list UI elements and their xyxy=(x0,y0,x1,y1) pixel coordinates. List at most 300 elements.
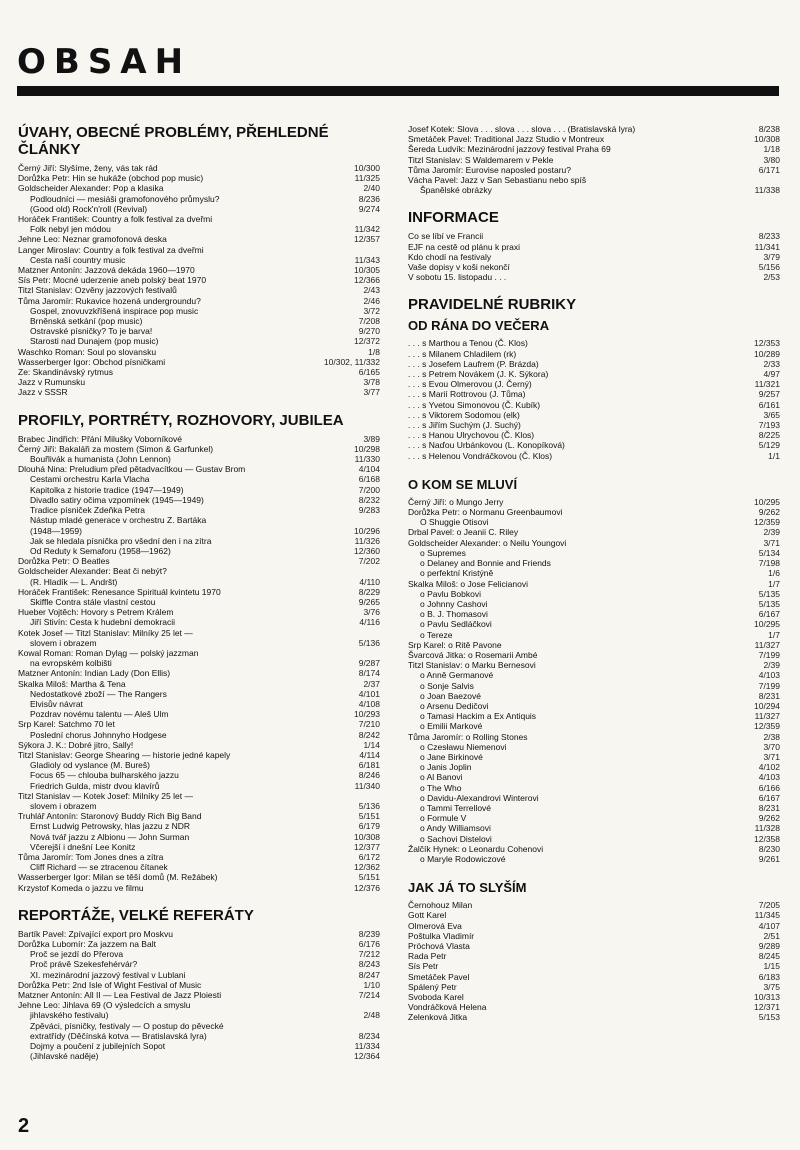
entry-page-ref: 7/208 xyxy=(358,316,380,327)
toc-entry xyxy=(408,124,780,134)
entry-page-ref: 3/75 xyxy=(763,981,780,992)
entry-title: o Formule V xyxy=(420,813,467,824)
entry-page-ref: 9/287 xyxy=(358,658,380,669)
toc-entry xyxy=(408,752,780,762)
entry-title: . . . s Marií Rottrovou (J. Tůma) xyxy=(408,389,526,400)
toc-entry xyxy=(408,721,780,731)
entry-page-ref: 2/51 xyxy=(763,930,780,941)
entry-page-ref: 7/202 xyxy=(358,556,380,567)
toc-entry xyxy=(18,1031,380,1041)
toc-entry xyxy=(408,410,780,420)
toc-entry xyxy=(18,224,380,234)
toc-entry xyxy=(18,959,380,969)
entry-page-ref: 4/107 xyxy=(758,920,780,931)
entry-page-ref: 10/295 xyxy=(754,619,780,630)
entry-page-ref: 4/108 xyxy=(358,698,380,709)
entry-title: Vaše dopisy v koši nekončí xyxy=(408,262,510,273)
toc-entry xyxy=(408,155,780,165)
toc-entry xyxy=(408,517,780,527)
toc-entry xyxy=(18,1051,380,1061)
toc-entry xyxy=(18,699,380,709)
entry-title: o Tammi Terrellové xyxy=(420,802,492,813)
entry-page-ref: 11/327 xyxy=(754,711,780,722)
entry-title: Bartík Pavel: Zpívající export pro Moskvu xyxy=(18,928,173,939)
entry-title: Kdo chodí na festivaly xyxy=(408,251,492,262)
entry-page-ref: 2/40 xyxy=(363,183,380,194)
entry-title: Jehne Leo: Jihlava 69 (O výsledcích a smyslu xyxy=(18,1000,191,1011)
entry-title: (Jihlavské naděje) xyxy=(30,1051,99,1062)
entry-page-ref: 3/79 xyxy=(763,251,780,262)
entry-title: Wasserberger Igor: Obchod písničkami xyxy=(18,356,166,367)
entry-title: o Maryle Rodowiczové xyxy=(420,853,506,864)
entry-title: Dorůžka Petr: 2nd Isle of Wight Festival of Music xyxy=(18,979,202,990)
entry-title: Matzner Antonín: Jazzová dekáda 1960—1970 xyxy=(18,265,195,276)
toc-entry xyxy=(408,389,780,399)
entry-page-ref: 2/33 xyxy=(763,358,780,369)
toc-entry xyxy=(408,430,780,440)
toc-entry xyxy=(408,175,780,185)
entry-page-ref: 5/135 xyxy=(758,598,780,609)
entry-title: Truhlář Antonín: Staronový Buddy Rich Big Band xyxy=(18,811,202,822)
entry-title: o Joan Baezové xyxy=(420,690,481,701)
entry-page-ref: 9/283 xyxy=(358,505,380,516)
entry-title: Dlouhá Nina: Preludium před pětadvacítkou — Gustav Brom xyxy=(18,464,246,475)
toc-entry xyxy=(18,648,380,658)
entry-title: Hueber Vojtěch: Hovory s Petrem Králem xyxy=(18,607,174,618)
entry-title: Tůma Jaromír: o Rolling Stones xyxy=(408,731,528,742)
toc-entry xyxy=(408,451,780,461)
entry-title: EJF na cestě od plánu k praxi xyxy=(408,241,520,252)
subsection-heading: JAK JÁ TO SLYŠÍM xyxy=(408,880,527,896)
entry-title: o Janis Joplin xyxy=(420,762,472,773)
toc-entry xyxy=(18,255,380,265)
page-number: 2 xyxy=(18,1115,30,1137)
entry-page-ref: 7/210 xyxy=(358,719,380,730)
entry-title: o Supremes xyxy=(420,547,466,558)
entry-title: (R. Hladík — L. Andršt) xyxy=(30,576,118,587)
entry-page-ref: 1/7 xyxy=(768,629,780,640)
toc-entry xyxy=(18,316,380,326)
entry-page-ref: 4/104 xyxy=(358,464,380,475)
toc-entry xyxy=(18,842,380,852)
entry-title: Gladioly od vyslance (M. Bureš) xyxy=(30,760,150,771)
toc-entry xyxy=(18,1021,380,1031)
toc-entry xyxy=(18,1010,380,1020)
entry-page-ref: 12/357 xyxy=(354,234,380,245)
toc-entry xyxy=(18,296,380,306)
toc-entry xyxy=(18,689,380,699)
entry-page-ref: 11/325 xyxy=(354,173,380,184)
entry-title: Dorůžka Petr: o Normanu Greenbaumovi xyxy=(408,507,563,518)
entry-page-ref: 6/161 xyxy=(758,399,780,410)
entry-page-ref: 5/136 xyxy=(358,637,380,648)
entry-page-ref: 11/330 xyxy=(354,454,380,465)
toc-entry xyxy=(408,420,780,430)
entry-title: Titzl Stanislav — Kotek Josef: Milníky 25 let — xyxy=(18,790,193,801)
entry-title: Vácha Pavel: Jazz v San Sebastianu nebo spíš xyxy=(408,175,587,186)
toc-entry xyxy=(408,359,780,369)
entry-page-ref: 6/181 xyxy=(358,760,380,771)
entry-title: Proč se jezdí do Přerova xyxy=(30,949,124,960)
toc-entry xyxy=(408,670,780,680)
toc-entry xyxy=(408,951,780,961)
toc-entry xyxy=(18,194,380,204)
left-column xyxy=(18,124,380,1061)
entry-title: Goldscheider Alexander: o Neilu Youngovi xyxy=(408,537,567,548)
entry-page-ref: 11/341 xyxy=(754,241,780,252)
toc-entry xyxy=(18,1000,380,1010)
toc-entry xyxy=(408,579,780,589)
entry-page-ref: 12/372 xyxy=(354,336,380,347)
entry-page-ref: 9/289 xyxy=(758,941,780,951)
toc-entry xyxy=(18,638,380,648)
entry-page-ref: 12/366 xyxy=(354,275,380,286)
entry-page-ref: 6/165 xyxy=(358,367,380,378)
toc-entry xyxy=(408,813,780,823)
entry-title: Poslední chorus Johnnyho Hodgese xyxy=(30,729,167,740)
entry-title: o Al Banovi xyxy=(420,772,463,783)
entry-page-ref: 9/257 xyxy=(758,389,780,400)
entry-title: . . . s Evou Olmerovou (J. Černý) xyxy=(408,379,532,390)
entry-title: o Sachovi Distelovi xyxy=(420,833,492,844)
entry-title: Matzner Antonín: Indian Lady (Don Ellis) xyxy=(18,668,171,679)
entry-title: Smetáček Pavel xyxy=(408,971,470,982)
entry-page-ref: 7/193 xyxy=(758,420,780,431)
page-title: OBSAH xyxy=(17,42,192,82)
toc-entry xyxy=(18,862,380,872)
entry-page-ref: 3/89 xyxy=(363,433,380,444)
entry-title: Tůma Jaromír: Tom Jones dnes a zítra xyxy=(18,852,164,862)
toc-entry xyxy=(408,619,780,629)
entry-title: slovem i obrazem xyxy=(30,637,97,648)
toc-entry xyxy=(408,961,780,971)
entry-page-ref: 8/233 xyxy=(758,231,780,242)
toc-entry xyxy=(18,949,380,959)
toc-entry xyxy=(18,781,380,791)
entry-page-ref: 8/239 xyxy=(358,928,380,939)
toc-entry xyxy=(18,387,380,397)
entry-page-ref: 2/43 xyxy=(363,285,380,296)
toc-entry xyxy=(408,231,780,241)
entry-page-ref: 5/151 xyxy=(358,872,380,883)
toc-entry xyxy=(408,711,780,721)
toc-entry xyxy=(18,536,380,546)
entry-page-ref: 3/77 xyxy=(363,387,380,398)
entry-title: Včerejší i dnešní Lee Konitz xyxy=(30,841,136,852)
entry-title: Dorůžka Petr: Hin se hukáže (obchod pop music) xyxy=(18,173,204,184)
toc-entry xyxy=(18,821,380,831)
entry-title: Pröchová Vlasta xyxy=(408,941,470,951)
toc-entry xyxy=(18,852,380,862)
entry-page-ref: 10/294 xyxy=(754,700,780,711)
toc-entry xyxy=(18,750,380,760)
toc-entry xyxy=(18,326,380,336)
entry-title: Horáček František: Renesance Spirituál kvintetu 1970 xyxy=(18,586,221,597)
toc-entry xyxy=(408,803,780,813)
entry-title: Šereda Ludvík: Mezinárodní jazzový festival Praha 69 xyxy=(408,144,611,155)
toc-entry xyxy=(18,939,380,949)
entry-title: Waschko Roman: Soul po slovansku xyxy=(18,346,157,357)
entry-page-ref: 5/129 xyxy=(758,440,780,451)
entry-page-ref: 5/156 xyxy=(758,262,780,273)
entry-title: Cesta naší country music xyxy=(30,254,126,265)
subsection-heading: OD RÁNA DO VEČERA xyxy=(408,318,550,334)
entry-title: . . . s Milanem Chladilem (rk) xyxy=(408,348,517,359)
entry-page-ref: 3/71 xyxy=(763,751,780,762)
toc-entry xyxy=(18,770,380,780)
entry-title: o Emilii Markové xyxy=(420,721,483,732)
toc-entry xyxy=(408,910,780,920)
entry-page-ref: 6/168 xyxy=(358,474,380,485)
entry-page-ref: 9/262 xyxy=(758,813,780,824)
toc-entry xyxy=(408,144,780,154)
entry-page-ref: 5/134 xyxy=(758,547,780,558)
entry-page-ref: 10/308 xyxy=(354,831,380,842)
entry-title: Zpěváci, písničky, festivaly — O postup do pěvecké xyxy=(30,1020,224,1031)
entry-title: Černý Jiří: Bakaláři za mostem (Simon & Garfunkel) xyxy=(18,443,214,454)
entry-page-ref: 3/70 xyxy=(763,741,780,752)
toc-entry xyxy=(18,183,380,193)
toc-entry xyxy=(18,505,380,515)
toc-entry xyxy=(408,568,780,578)
toc-entry xyxy=(18,587,380,597)
entry-title: Divadlo satiry očima vzpomínek (1945—1949) xyxy=(30,494,204,505)
toc-entry xyxy=(18,336,380,346)
entry-title: Zelenková Jitka xyxy=(408,1012,468,1023)
toc-entry xyxy=(18,811,380,821)
entry-title: Černý Jiří: o Mungo Jerry xyxy=(408,496,504,507)
toc-entry xyxy=(408,742,780,752)
toc-entry xyxy=(408,349,780,359)
entry-title: Černohouz Milan xyxy=(408,900,473,911)
entry-title: Krzystof Komeda o jazzu ve filmu xyxy=(18,882,144,893)
toc-entry xyxy=(18,464,380,474)
entry-page-ref: 11/345 xyxy=(754,910,780,921)
entry-page-ref: 10/295 xyxy=(754,496,780,507)
entry-page-ref: 12/359 xyxy=(754,517,780,528)
toc-entry xyxy=(18,485,380,495)
toc-entry xyxy=(18,245,380,255)
entry-page-ref: 12/358 xyxy=(754,833,780,844)
entry-page-ref: 12/364 xyxy=(354,1051,380,1062)
toc-entry xyxy=(408,185,780,195)
entry-page-ref: 3/78 xyxy=(363,377,380,388)
entry-title: Kapitolka z historie tradice (1947—1949) xyxy=(30,484,184,495)
entry-title: Pozdrav novému talentu — Aleš Ulm xyxy=(30,709,169,720)
entry-page-ref: 10/293 xyxy=(354,709,380,720)
entry-page-ref: 11/328 xyxy=(754,823,780,834)
entry-title: Rada Petr xyxy=(408,951,447,962)
entry-title: Cestami orchestru Karla Vlacha xyxy=(30,474,150,485)
entry-title: Josef Kotek: Slova . . . slova . . . slova . . . (Bratislavská lyra) xyxy=(408,124,636,134)
toc-entry xyxy=(18,740,380,750)
toc-entry xyxy=(408,660,780,670)
entry-page-ref: 1/7 xyxy=(768,578,780,589)
toc-entry xyxy=(408,732,780,742)
entry-title: Gott Karel xyxy=(408,910,447,921)
entry-title: Titzl Stanislav: George Shearing — historie jedné kapely xyxy=(18,749,231,760)
entry-page-ref: 6/172 xyxy=(358,852,380,862)
entry-page-ref: 9/270 xyxy=(358,326,380,337)
entry-page-ref: 4/116 xyxy=(359,617,380,628)
toc-entry xyxy=(408,272,780,282)
toc-entry xyxy=(408,900,780,910)
entry-page-ref: 2/37 xyxy=(363,678,380,689)
entry-page-ref: 6/183 xyxy=(758,971,780,982)
entry-page-ref: 1/15 xyxy=(763,961,780,972)
entry-title: Focus 65 — chlouba bulharského jazzu xyxy=(30,770,179,781)
entry-title: Titzl Stanislav: S Waldemarem v Pekle xyxy=(408,154,554,165)
toc-entry xyxy=(18,990,380,1000)
toc-entry xyxy=(408,548,780,558)
toc-entry xyxy=(408,834,780,844)
toc-entry xyxy=(408,772,780,782)
toc-entry xyxy=(408,972,780,982)
entry-page-ref: 10/302, 11/332 xyxy=(323,356,380,367)
entry-title: Cliff Richard — se ztracenou čítanek xyxy=(30,862,168,873)
toc-entry xyxy=(18,204,380,214)
entry-title: o Pavlu Sedláčkovi xyxy=(420,619,492,630)
entry-page-ref: 3/80 xyxy=(763,154,780,165)
entry-title: o perfektní Kristýně xyxy=(420,568,494,579)
entry-page-ref: 8/231 xyxy=(758,690,780,701)
entry-page-ref: 6/166 xyxy=(758,782,780,793)
entry-title: Smetáček Pavel: Traditional Jazz Studio v Montreux xyxy=(408,134,605,145)
entry-page-ref: 2/39 xyxy=(763,660,780,671)
entry-page-ref: 4/114 xyxy=(359,749,380,760)
entry-title: Dorůžka Petr: O Beatles xyxy=(18,556,110,567)
toc-entry xyxy=(18,526,380,536)
entry-title: na evropském kolbišti xyxy=(30,658,112,669)
toc-entry xyxy=(408,941,780,951)
toc-entry xyxy=(408,242,780,252)
entry-title: Proč právě Szekesfehérvár? xyxy=(30,959,138,970)
toc-entry xyxy=(408,507,780,517)
entry-title: o Czesławu Niemenovi xyxy=(420,741,507,752)
entry-title: Dorůžka Lubomír: Za jazzem na Balt xyxy=(18,939,156,950)
entry-title: o Tereze xyxy=(420,629,453,640)
entry-title: o Johnny Cashovi xyxy=(420,598,488,609)
entry-title: Sís Petr xyxy=(408,961,439,972)
section-heading: PROFILY, PORTRÉTY, ROZHOVORY, JUBILEA xyxy=(18,411,344,429)
entry-title: Srp Karel: o Ritě Pavone xyxy=(408,639,502,650)
toc-entry xyxy=(408,1012,780,1022)
entry-page-ref: 11/342 xyxy=(354,224,380,235)
toc-entry xyxy=(408,691,780,701)
entry-title: Nová tvář jazzu z Albionu — John Surman xyxy=(30,831,190,842)
entry-page-ref: 8/247 xyxy=(358,969,380,980)
entry-title: Starosti nad Dunajem (pop music) xyxy=(30,336,159,347)
toc-entry xyxy=(18,980,380,990)
entry-title: Wasserberger Igor: Milan se těší domů (M. Režábek) xyxy=(18,872,218,883)
toc-entry xyxy=(408,538,780,548)
entry-page-ref: 4/103 xyxy=(758,670,780,681)
entry-page-ref: 1/18 xyxy=(763,144,780,155)
entry-title: Podloudníci — mesiáši gramofonového průmyslu? xyxy=(30,193,220,204)
toc-entry xyxy=(18,163,380,173)
toc-entry xyxy=(408,844,780,854)
entry-title: Skiffle Contra stále vlastní cestou xyxy=(30,596,156,607)
entry-title: Goldscheider Alexander: Pop a klasika xyxy=(18,183,164,194)
toc-entry xyxy=(408,931,780,941)
toc-entry xyxy=(18,832,380,842)
entry-title: o Andy Williamsovi xyxy=(420,823,491,834)
entry-page-ref: 3/72 xyxy=(363,305,380,316)
entry-title: o Jane Birkinové xyxy=(420,751,483,762)
entry-page-ref: 8/236 xyxy=(358,193,380,204)
entry-page-ref: 6/167 xyxy=(758,609,780,620)
toc-entry xyxy=(18,730,380,740)
entry-page-ref: 8/174 xyxy=(358,668,380,679)
toc-entry xyxy=(18,377,380,387)
entry-title: Titzl Stanislav: Ozvěny jazzových festivalů xyxy=(18,285,177,296)
entry-title: Bouřlivák a humanista (John Lennon) xyxy=(30,454,171,465)
entry-title: Švarcová Jitka: o Rosemarii Ambé xyxy=(408,649,538,660)
entry-page-ref: 8/229 xyxy=(358,586,380,597)
entry-page-ref: 1/10 xyxy=(363,979,380,990)
entry-title: Nedostatkové zboží — The Rangers xyxy=(30,688,167,699)
section-heading: REPORTÁŽE, VELKÉ REFERÁTY xyxy=(18,906,254,924)
entry-title: Sýkora J. K.: Dobré jitro, Sally! xyxy=(18,739,134,750)
entry-title: Friedrich Gulda, mistr dvou klavírů xyxy=(30,780,160,791)
entry-title: Černý Jiří: Slyšíme, ženy, vás tak rád xyxy=(18,163,158,173)
entry-page-ref: 12/359 xyxy=(754,721,780,732)
entry-page-ref: 10/298 xyxy=(354,443,380,454)
entry-title: o B. J. Thomasovi xyxy=(420,609,488,620)
entry-title: Ze: Skandinávský rytmus xyxy=(18,367,113,378)
entry-page-ref: 5/135 xyxy=(758,588,780,599)
toc-entry xyxy=(408,630,780,640)
entry-title: Spálený Petr xyxy=(408,981,457,992)
toc-entry xyxy=(408,369,780,379)
entry-title: Kotek Josef — Titzl Stanislav: Milníky 25 let — xyxy=(18,627,193,638)
entry-page-ref: 6/167 xyxy=(758,792,780,803)
entry-page-ref: 12/377 xyxy=(354,841,380,852)
toc-entry xyxy=(18,546,380,556)
entry-title: O Shuggie Otisovi xyxy=(420,517,489,528)
entry-title: Poštulka Vladimír xyxy=(408,930,475,941)
entry-page-ref: 2/39 xyxy=(763,527,780,538)
entry-title: . . . s Naďou Urbánkovou (L. Konopíková) xyxy=(408,440,565,451)
entry-page-ref: 1/1 xyxy=(768,450,780,461)
entry-page-ref: 3/76 xyxy=(363,607,380,618)
toc-entry xyxy=(408,982,780,992)
entry-page-ref: 1/6 xyxy=(768,568,780,579)
entry-title: Španělské obrázky xyxy=(420,185,492,196)
toc-entry xyxy=(18,357,380,367)
toc-entry xyxy=(408,823,780,833)
toc-entry xyxy=(18,760,380,770)
entry-title: Tůma Jaromír: Rukavice hozená undergroundu? xyxy=(18,295,201,306)
entry-title: Brněnská setkání (pop music) xyxy=(30,316,143,327)
toc-entry xyxy=(18,872,380,882)
entry-title: Goldscheider Alexander: Beat či nebýt? xyxy=(18,566,167,577)
toc-entry xyxy=(18,617,380,627)
toc-entry xyxy=(18,668,380,678)
entry-page-ref: 8/245 xyxy=(758,951,780,962)
entry-title: Brabec Jindřich: Přání Milušky Voborníkové xyxy=(18,433,182,444)
entry-page-ref: 12/362 xyxy=(354,862,380,873)
entry-page-ref: 1/8 xyxy=(368,346,380,357)
toc-entry xyxy=(408,497,780,507)
entry-page-ref: 2/46 xyxy=(363,295,380,306)
toc-entry xyxy=(18,607,380,617)
entry-page-ref: 10/305 xyxy=(354,265,380,276)
toc-entry xyxy=(408,440,780,450)
toc-entry xyxy=(18,556,380,566)
entry-title: Sís Petr: Mocné uderzenie aneb polský beat 1970 xyxy=(18,275,207,286)
toc-entry xyxy=(18,275,380,285)
